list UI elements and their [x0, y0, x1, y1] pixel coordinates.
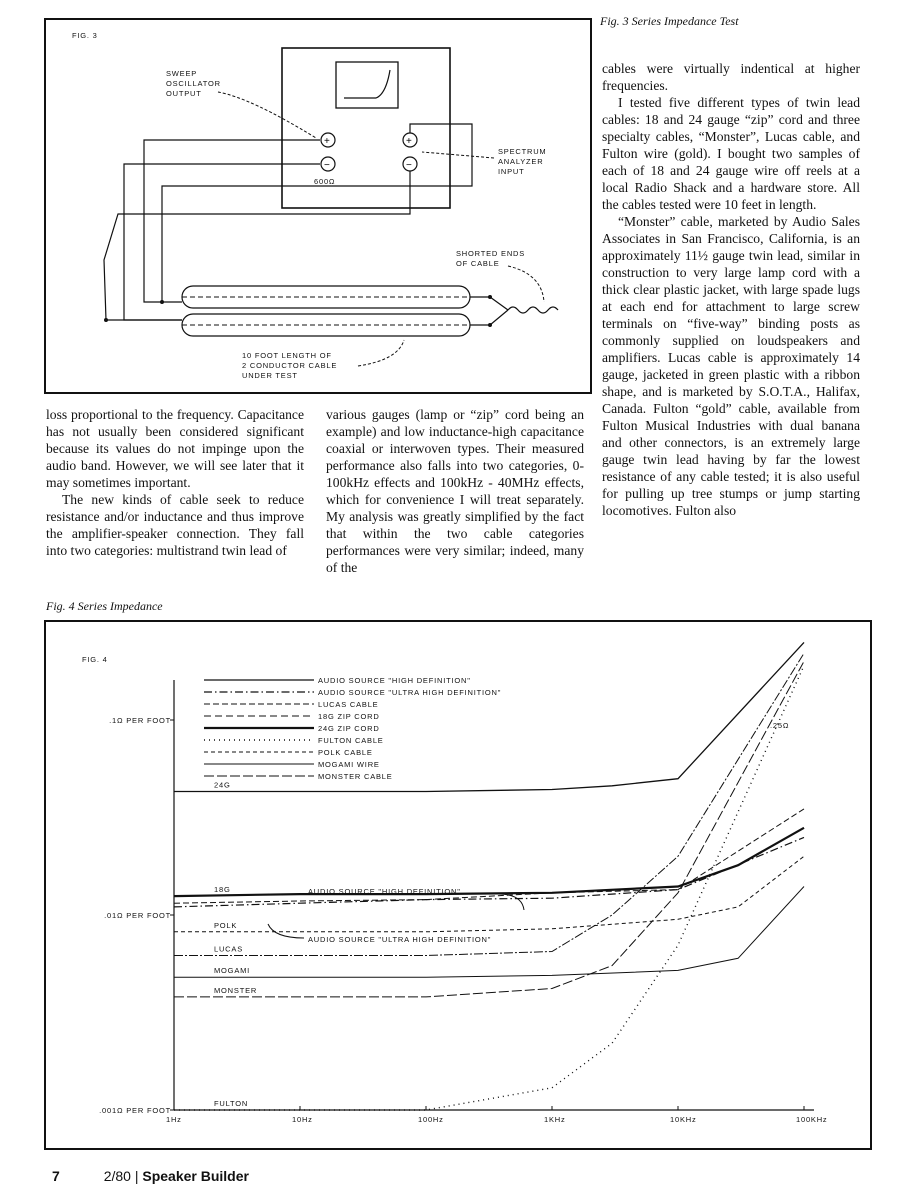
- magazine-name: Speaker Builder: [142, 1168, 249, 1184]
- legend-label: 18G ZIP CORD: [318, 712, 380, 721]
- x-tick-label: 100Hz: [418, 1115, 444, 1124]
- col3-p2: I tested five different types of twin lead cables: 18 and 24 gauge “zip” cord and three specialty cables, “Monster”, Lucas cable, and Fulton wire (gold). I bought two samples of each of 18 and 24 gauge wire off reels at a local Radio Shack and a hardware store. All the cables tested were 10 feet in length.: [602, 95, 860, 212]
- text-column-1: [46, 406, 304, 559]
- legend-label: 24G ZIP CORD: [318, 724, 380, 733]
- series-label: POLK: [214, 920, 238, 930]
- x-tick-label: 10KHz: [670, 1115, 697, 1124]
- fig4-chart: [44, 620, 872, 1150]
- chart-legend: [204, 676, 501, 781]
- series-line: [174, 642, 804, 791]
- scope-screen: [336, 62, 398, 108]
- sweep-label-2: OSCILLATOR: [166, 79, 221, 88]
- sweep-pointer: [218, 92, 316, 138]
- instrument-box: [282, 48, 450, 208]
- annotation-hd-pointer: [498, 894, 524, 910]
- annotation-uhd-pointer: [268, 924, 304, 938]
- issue-date: 2/80 |: [103, 1168, 139, 1184]
- osc-minus-sign: −: [324, 160, 330, 171]
- series-line: [174, 809, 804, 903]
- series-label: 18G: [214, 885, 231, 895]
- series-label: FULTON: [214, 1099, 249, 1108]
- page-footer: [52, 1168, 249, 1184]
- legend-label: AUDIO SOURCE "ULTRA HIGH DEFINITION": [318, 688, 502, 697]
- ohms-label: 600Ω: [314, 177, 336, 186]
- cable-pointer: [358, 340, 404, 366]
- col3-p3: “Monster” cable, marketed by Audio Sales Associates in San Francisco, California, is an approximately 11½ gauge twin lead, similar in construction to very large lamp cord with a thick clear plastic jacket, with large spade lugs at each end for attachment to large screw terminals on “five-way” binding posts as commonly supplied on loudspeakers and amplifiers. Lucas cable is approximately 14 gauge, jacketed in green plastic with a ribbon shape, and is marketed by S.O.T.A., Halifax, Canada. Fulton “gold” cable, available from Fulton Musical Industries with dual banana and other connectors, is an extremely large gauge twin lead having by far the lowest resistance of any cable tested; it is also useful for pulling up tree stumps or jump starting locomotives. Fulton also: [602, 214, 860, 518]
- cable-label-2: 2 CONDUCTOR CABLE: [242, 361, 338, 370]
- series-line: [174, 661, 804, 997]
- spectrum-pointer: [422, 152, 494, 158]
- fig3-caption: Fig. 3 Series Impedance Test: [600, 14, 739, 28]
- series-label: MONSTER: [214, 985, 258, 995]
- fig4-svg: [46, 622, 870, 1148]
- series-label: MOGAMI: [214, 966, 251, 976]
- col1-p2: The new kinds of cable seek to reduce resistance and/or inductance and thus improve the amplifier-speaker connection. They fall into two categories: multistrand twin lead of: [46, 492, 304, 558]
- chart-series: [174, 642, 804, 1110]
- chart-axes: [99, 680, 827, 1124]
- series-label: 24G: [214, 780, 231, 790]
- shorted-label-2: OF CABLE: [456, 259, 500, 268]
- sa-minus-sign: −: [406, 160, 412, 171]
- legend-label: AUDIO SOURCE "HIGH DEFINITION": [318, 676, 471, 685]
- shorted-pointer: [508, 266, 544, 302]
- spectrum-label-2: ANALYZER: [498, 157, 544, 166]
- col1-p1: loss proportional to the frequency. Capacitance has not usually been considered significant because its values do not impinge upon the audio band. However, we will see later that it may sometimes important.: [46, 407, 304, 490]
- osc-plus-sign: +: [324, 136, 330, 147]
- col3-p1: cables were virtually indentical at higher frequencies.: [602, 61, 860, 93]
- annotation-high-definition: AUDIO SOURCE "HIGH DEFINITION": [308, 887, 461, 896]
- spectrum-label-1: SPECTRUM: [498, 147, 547, 156]
- fig3-wires: [104, 124, 472, 320]
- legend-label: POLK CABLE: [318, 748, 373, 757]
- col2-p1: various gauges (lamp or “zip” cord being an example) and low inductance-high capacitance coaxial or interwoven types. Their measured performance also falls into two categories, 0-100kHz effects and 100kHz - 40MHz effects, which for convenience I will treat separately. My analysis was greatly simplified by the fact that within the two cable categories performances were very similar; indeed, many of the: [326, 407, 584, 575]
- series-line: [174, 666, 804, 1110]
- x-tick-label: 1KHz: [544, 1115, 566, 1124]
- shorted-label-1: SHORTED ENDS: [456, 249, 526, 258]
- legend-label: MOGAMI WIRE: [318, 760, 380, 769]
- legend-label: MONSTER CABLE: [318, 772, 393, 781]
- legend-label: LUCAS CABLE: [318, 700, 379, 709]
- y-tick-label: .1Ω PER FOOT: [109, 716, 171, 725]
- annotation-ultra-high-definition: AUDIO SOURCE "ULTRA HIGH DEFINITION": [308, 935, 492, 944]
- text-column-2: [326, 406, 584, 576]
- fig4-caption: Fig. 4 Series Impedance: [46, 599, 163, 613]
- series-line: [174, 828, 804, 896]
- top-value-label: .25Ω: [770, 721, 790, 730]
- scope-trace: [344, 70, 390, 98]
- sweep-label-1: SWEEP: [166, 69, 198, 78]
- series-line: [174, 653, 804, 955]
- page-number: 7: [52, 1168, 60, 1184]
- text-column-3-top: [602, 60, 860, 519]
- cable-under-test: [104, 286, 558, 336]
- chart-title: FIG. 4: [82, 655, 108, 664]
- cable-label-1: 10 FOOT LENGTH OF: [242, 351, 332, 360]
- spectrum-label-3: INPUT: [498, 167, 525, 176]
- sweep-label-3: OUTPUT: [166, 89, 202, 98]
- y-tick-label: .01Ω PER FOOT: [104, 911, 171, 920]
- series-label: LUCAS: [214, 944, 244, 954]
- fig3-diagram: [44, 18, 592, 394]
- x-tick-label: 100KHz: [796, 1115, 828, 1124]
- y-tick-label: .001Ω PER FOOT: [99, 1106, 171, 1115]
- legend-label: FULTON CABLE: [318, 736, 384, 745]
- cable-label-3: UNDER TEST: [242, 371, 298, 380]
- x-tick-label: 10Hz: [292, 1115, 313, 1124]
- sa-plus-sign: +: [406, 136, 412, 147]
- x-tick-label: 1Hz: [166, 1115, 182, 1124]
- fig3-label: FIG. 3: [72, 31, 98, 40]
- fig3-svg: [46, 20, 590, 392]
